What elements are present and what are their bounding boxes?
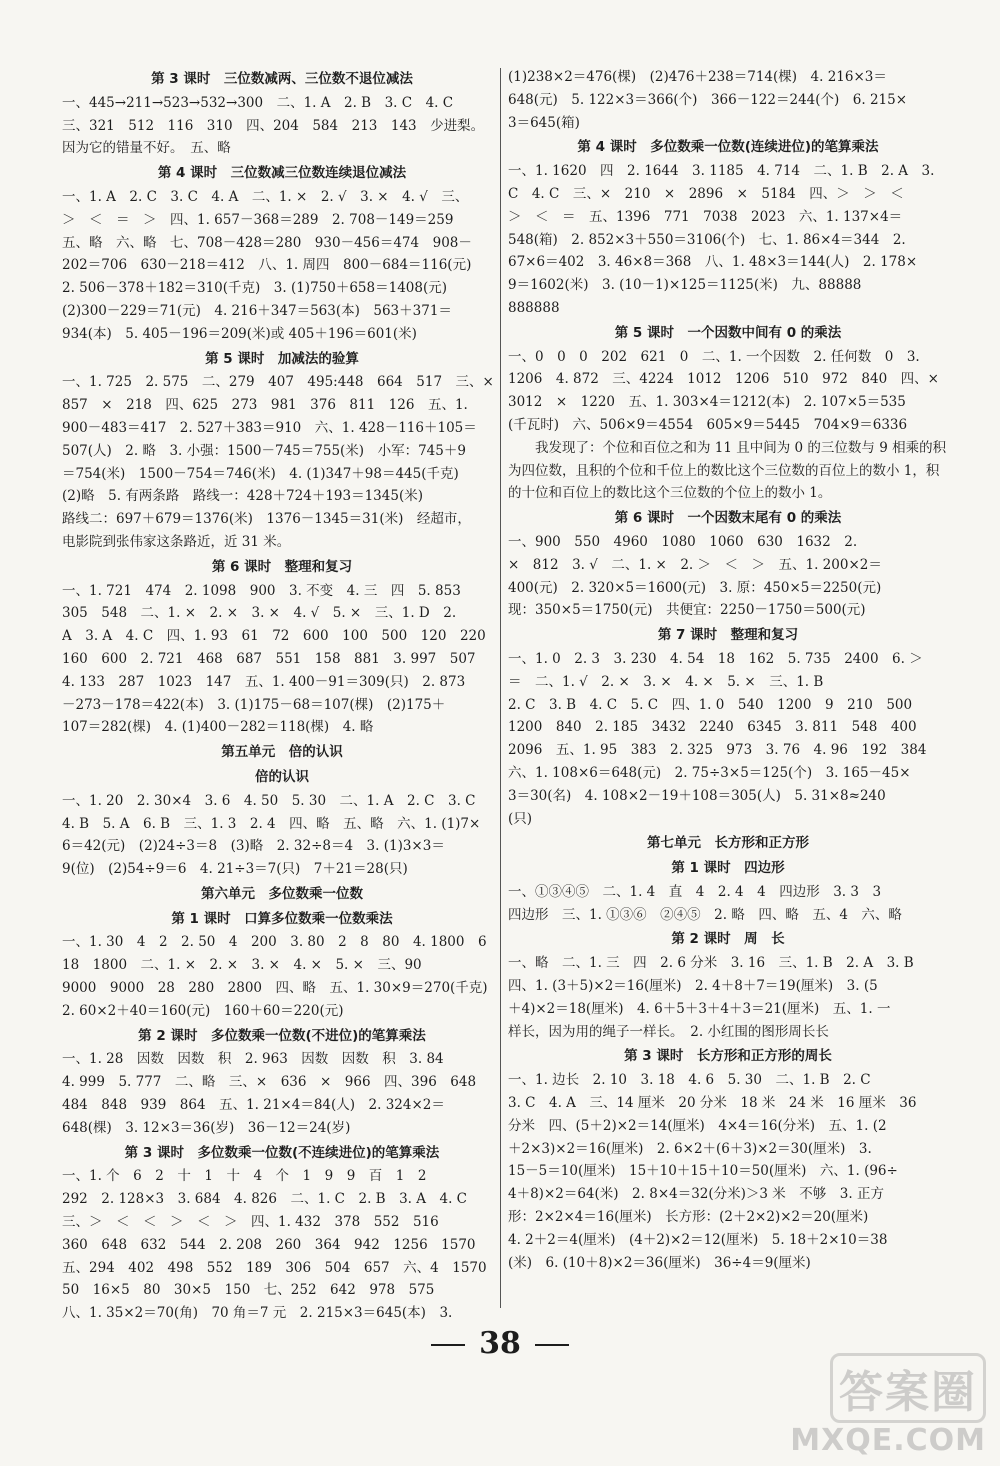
answer-line: 形：2×2×4＝16(厘米) 长方形：(2＋2×2)×2＝20(厘米) [508, 1209, 869, 1226]
right-column [508, 66, 948, 1274]
answer-line: 857 × 218 四、625 273 981 376 811 126 五、1. [62, 397, 468, 414]
watermark-url: MXQE.COM [790, 1423, 986, 1458]
answer-line: 一、1. 20 2. 30×4 3. 6 4. 50 5. 30 二、1. A 2. C 3. C [62, 792, 476, 809]
answer-line: 292 2. 128×3 3. 684 4. 826 二、1. C 2. B 3. A 4. C [62, 1191, 467, 1208]
answer-line: 五、略 六、略 七、708－428＝280 930－456＝474 908－ [62, 234, 472, 251]
watermark [790, 1353, 986, 1458]
section-heading: 第 3 课时 三位数减两、三位数不退位减法 [151, 71, 413, 87]
answer-line: 305 548 二、1. × 2. × 3. × 4. √ 5. × 三、1. D 2. [62, 605, 457, 622]
answer-line: 一、1. 1620 四 2. 1644 3. 1185 4. 714 二、1. B 2. A 3. [508, 163, 935, 180]
answer-line: A 3. A 4. C 四、1. 93 61 72 600 100 500 120 220 [62, 628, 486, 645]
section-heading: 第 7 课时 整理和复习 [657, 627, 799, 644]
answer-line: 样长，因为用的绳子一样长。 2. 小红围的图形周长长 [508, 1023, 829, 1040]
answer-line: (只) [508, 810, 533, 827]
answer-line: 一、1. 28 因数 因数 积 2. 963 因数 因数 积 3. 84 [62, 1051, 444, 1068]
answer-line: 一、445→211→523→532→300 二、1. A 2. B 3. C 4. C [62, 94, 454, 111]
section-heading: 第 3 课时 多位数乘一位数(不连续进位)的笔算乘法 [124, 1144, 440, 1161]
section-heading: 第 1 课时 四边形 [671, 860, 785, 877]
answer-line: 分米 四、(5＋2)×2＝14(厘米) 4×4＝16(分米) 五、1. (2 [508, 1117, 887, 1134]
answer-line: 50 16×5 80 30×5 150 七、252 642 978 575 [62, 1282, 435, 1299]
finding-paragraph: 我发现了：个位和百位之和为 11 且中间为 0 的三位数与 9 相乘的积为四位数，且积的个位和千位上的数比这个三位数的百位上的数小 1，积的十位和百位上的数比这个三位数的个位上的数小 1。 [508, 439, 947, 502]
answer-line: 一、1. 0 2. 3 3. 230 4. 54 18 162 5. 735 2400 6. ＞ [508, 650, 923, 667]
answer-line: －273－178＝422(本) 3. (1)175－68＝107(棵) (2)175＋ [62, 696, 446, 713]
answer-line: 八、1. 35×2＝70(角) 70 角＝7 元 2. 215×3＝645(本) 3. [62, 1305, 453, 1322]
answer-line: 三、321 512 116 310 四、204 584 213 143 少进梨。 [62, 117, 485, 134]
answer-line: 507(人) 2. 略 3. 小强：1500－745＝755(米) 小军：745＋9 [62, 442, 466, 459]
answer-line: 六、1. 108×6＝648(元) 2. 75÷3×5＝125(个) 3. 165－45× [508, 764, 911, 781]
answer-line: 6＝42(元) (2)24÷3＝8 (3)略 2. 32÷8＝4 3. (1)3×3＝ [62, 838, 445, 855]
section-heading: 第六单元 多位数乘一位数 [201, 885, 363, 902]
answer-line: 2096 五、1. 95 383 2. 325 973 3. 76 4. 96 192 384 [508, 742, 927, 759]
section-heading: 第七单元 长方形和正方形 [647, 835, 809, 852]
answer-line: 一、900 550 4960 1080 1060 630 1632 2. [508, 533, 858, 550]
answer-line: 888888 [508, 299, 560, 316]
answer-line: 9＝1602(米) 3. (10－1)×125＝1125(米) 九、88888 [508, 277, 862, 294]
answer-line: 因为它的错量不好。 五、略 [62, 140, 231, 157]
section-heading: 第 1 课时 口算多位数乘一位数乘法 [171, 910, 393, 927]
answer-line: 一、1. 30 4 2 2. 50 4 200 3. 80 2 8 80 4. 1800 6 [62, 934, 487, 951]
answer-line: 现：350×5＝1750(元) 共便宜：2250－1750＝500(元) [508, 602, 866, 619]
answer-line: 648(棵) 3. 12×3＝36(岁) 36－12＝24(岁) [62, 1119, 351, 1136]
answer-line: ＞ ＜ ＝ 五、1396 771 7038 2023 六、1. 137×4＝ [508, 208, 903, 225]
answer-line: 一、1. A 2. C 3. C 4. A 二、1. × 2. √ 3. × 4. √ 三、 [62, 188, 469, 205]
answer-line: 四、1. (3＋5)×2＝16(厘米) 2. 4＋8＋7＝19(厘米) 3. (5 [508, 978, 878, 995]
answer-line: 9000 9000 28 280 2800 四、略 五、1. 30×9＝270(千克) [62, 980, 488, 997]
answer-line: 路线二：697＋679＝1376(米) 1376－1345＝31(米) 经超市， [62, 511, 471, 528]
answer-line: 3012 × 1220 五、1. 303×4＝1212(本) 2. 107×5＝535 [508, 394, 906, 411]
answer-line: 4. 133 287 1023 147 五、1. 400－91＝309(只) 2. 873 [62, 673, 466, 690]
answer-line: 4＋8)×2＝64(米) 2. 8×4＝32(分米)＞3 米 不够 3. 正方 [508, 1186, 884, 1203]
answer-line: 900－483＝417 2. 527＋383＝910 六、1. 428－116＋105＝ [62, 419, 477, 436]
section-heading: 第 3 课时 长方形和正方形的周长 [624, 1048, 832, 1065]
answer-line: 1206 4. 872 三、4224 1012 1206 510 972 840 四、× [508, 371, 939, 388]
answer-line: ＋2×3)×2＝16(厘米) 2. 6×2＋(6＋3)×2＝30(厘米) 3. [508, 1140, 872, 1157]
answer-line: 一、1. 721 474 2. 1098 900 3. 不变 4. 三 四 5. 853 [62, 582, 461, 599]
answer-line: ＞ ＜ ＝ ＞ 四、1. 657－368＝289 2. 708－149＝259 [62, 211, 454, 228]
section-heading: 第 4 课时 三位数减三位数连续退位减法 [157, 165, 407, 182]
answer-line: × 812 3. √ 二、1. × 2. ＞ ＜ ＞ 五、1. 200×2＝ [508, 556, 882, 573]
dash-right [535, 1344, 569, 1346]
answer-line: ＝754(米) 1500－754＝746(米) 4. (1)347＋98＝445(千克) [62, 465, 459, 482]
answer-line: 三、＞ ＜ ＜ ＞ ＜ ＞ 四、1. 432 378 552 516 [62, 1214, 439, 1231]
answer-line: (千瓦时) 六、506×9＝4554 605×9＝5445 704×9＝6336 [508, 416, 908, 433]
answer-line: ＋4)×2＝18(厘米) 4. 6＋5＋3＋4＋3＝21(厘米) 五、1. 一 [508, 1000, 891, 1017]
section-heading: 第 5 课时 加减法的验算 [205, 350, 359, 367]
answer-line: 四边形 三、1. ①③⑥ ②④⑤ 2. 略 四、略 五、4 六、略 [508, 906, 902, 923]
answer-line: 3＝645(箱) [508, 114, 580, 131]
answer-line: 67×6＝402 3. 46×8＝368 八、1. 48×3＝144(人) 2. 178× [508, 254, 918, 271]
answer-line: 400(元) 2. 320×5＝1600(元) 3. 原：450×5＝2250(元) [508, 579, 882, 596]
section-heading: 第 6 课时 整理和复习 [211, 558, 353, 575]
section-heading: 第 2 课时 多位数乘一位数(不进位)的笔算乘法 [138, 1027, 426, 1044]
answer-line: C 4. C 三、× 210 × 2896 × 5184 四、＞ ＞ ＜ [508, 185, 904, 202]
answer-line: 2. C 3. B 4. C 5. C 四、1. 0 540 1200 9 210 500 [508, 696, 913, 713]
answer-line: 484 848 939 864 五、1. 21×4＝84(人) 2. 324×2＝ [62, 1097, 445, 1114]
answer-line: (米) 6. (10＋8)×2＝36(厘米) 36÷4＝9(厘米) [508, 1254, 811, 1271]
watermark-logo: 答案圈 [830, 1353, 986, 1423]
answer-line: 3＝30(名) 4. 108×2－19＋108＝305(人) 5. 31×8≈240 [508, 787, 886, 804]
column-divider [500, 68, 501, 1308]
answer-line: 一、略 二、1. 三 四 2. 6 分米 3. 16 三、1. B 2. A 3. B [508, 955, 914, 972]
answer-line: 一、1. 725 2. 575 二、279 407 495:448 664 517 三、× [62, 374, 494, 391]
answer-line: (2)略 5. 有两条路 路线一：428＋724＋193＝1345(米) [62, 488, 423, 505]
answer-line: 548(箱) 2. 852×3＋550＝3106(个) 七、1. 86×4＝344 2. [508, 231, 906, 248]
section-heading: 第 6 课时 一个因数末尾有 0 的乘法 [614, 510, 842, 527]
answer-line: 15－5＝10(厘米) 15＋10＋15＋10＝50(厘米) 六、1. (96÷ [508, 1163, 898, 1180]
section-heading: 第五单元 倍的认识 [221, 744, 343, 761]
answer-line: 一、1. 边长 2. 10 3. 18 4. 6 5. 30 二、1. B 2. C [508, 1072, 871, 1089]
answer-line: 202＝706 630－218＝412 八、1. 周四 800－684＝116(元) [62, 257, 472, 274]
answer-line: 9(位) (2)54÷9＝6 4. 21÷3＝7(只) 7＋21＝28(只) [62, 861, 408, 878]
dash-left [431, 1344, 465, 1346]
answer-line: 648(元) 5. 122×3＝366(个) 366－122＝244(个) 6. 215× [508, 91, 908, 108]
answer-line: (2)300－229＝71(元) 4. 216＋347＝563(本) 563＋371＝ [62, 302, 452, 319]
answer-line: 107＝282(棵) 4. (1)400－282＝118(棵) 4. 略 [62, 719, 374, 736]
answer-line: 4. 2＋2＝4(厘米) (4＋2)×2＝12(厘米) 5. 18＋2×10＝38 [508, 1231, 888, 1248]
answer-line: 934(本) 5. 405－196＝209(米)或 405＋196＝601(米) [62, 325, 417, 342]
answer-line: 2. 506－378＋182＝310(千克) 3. (1)750＋658＝1408(元) [62, 280, 447, 297]
section-heading: 第 4 课时 多位数乘一位数(连续进位)的笔算乘法 [577, 139, 879, 156]
answer-line: 160 600 2. 721 468 687 551 158 881 3. 997 507 [62, 650, 476, 667]
answer-line: ＝ 二、1. √ 2. × 3. × 4. × 5. × 三、1. B [508, 673, 824, 690]
answer-line: 1200 840 2. 185 3432 2240 6345 3. 811 548 400 [508, 719, 917, 736]
page-number-text: 38 [479, 1326, 521, 1361]
answer-line: 一、0 0 0 202 621 0 二、1. 一个因数 2. 任何数 0 3. [508, 348, 920, 365]
section-heading: 第 5 课时 一个因数中间有 0 的乘法 [614, 324, 842, 341]
answer-line: (1)238×2＝476(棵) (2)476＋238＝714(棵) 4. 216×3＝ [508, 69, 887, 85]
answer-line: 4. 999 5. 777 二、略 三、× 636 × 966 四、396 648 [62, 1074, 477, 1091]
answer-line: 五、294 402 498 552 189 306 504 657 六、4 1570 [62, 1259, 487, 1276]
answer-line: 2. 60×2＋40＝160(元) 160＋60＝220(元) [62, 1002, 344, 1019]
section-heading: 倍的认识 [255, 768, 309, 785]
answer-line: 3. C 4. A 三、14 厘米 20 分米 18 米 24 米 16 厘米 36 [508, 1095, 917, 1112]
answer-line: 电影院到张伟家这条路近，近 31 米。 [62, 533, 291, 550]
left-column [62, 66, 502, 1325]
answer-line: 一、1. 个 6 2 十 1 十 4 个 1 9 9 百 1 2 [62, 1168, 427, 1185]
answer-line: 一、①③④⑤ 二、1. 4 直 4 2. 4 4 四边形 3. 3 3 [508, 883, 882, 900]
answer-line: 18 1800 二、1. × 2. × 3. × 4. × 5. × 三、90 [62, 957, 422, 974]
answer-line: 4. B 5. A 6. B 三、1. 3 2. 4 四、略 五、略 六、1. (1)7× [62, 815, 481, 832]
section-heading: 第 2 课时 周 长 [671, 931, 785, 948]
answer-line: 360 648 632 544 2. 208 260 364 942 1256 1570 [62, 1236, 476, 1253]
